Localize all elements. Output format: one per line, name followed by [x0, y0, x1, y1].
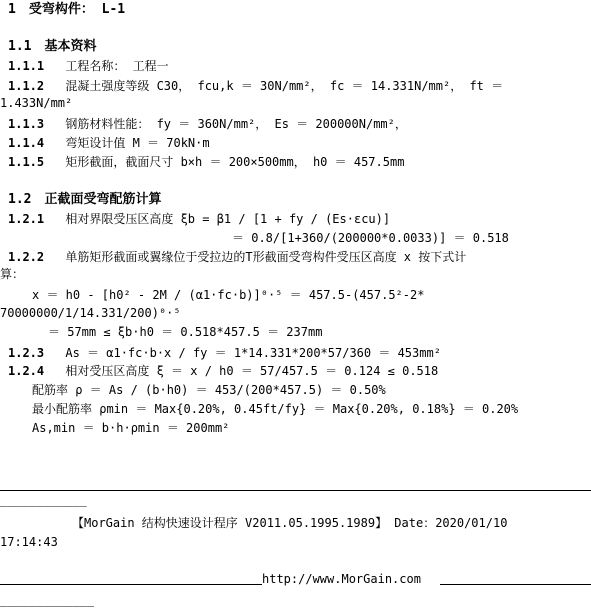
- item-number: 1.2.3: [8, 346, 45, 360]
- separator-line-left: [0, 584, 262, 585]
- compression-height-intro: 单筋矩形截面或翼缘位于受拉边的T形截面受弯构件受压区高度 x 按下式计: [65, 250, 467, 264]
- section-1-1-heading: 1.1 基本资料: [8, 39, 97, 54]
- moment-text: 弯矩设计值 M ＝ 70kN·m: [65, 136, 210, 150]
- item-1-1-1: [8, 58, 169, 74]
- item-1-2-4: [8, 363, 438, 379]
- item-1-2-2: [8, 249, 466, 265]
- min-reinforcement-ratio: 最小配筋率 ρmin ＝ Max{0.20%, 0.45ft/fy} ＝ Max{0.20%, 0.18%} ＝ 0.20%: [32, 402, 519, 416]
- section-size-text: 矩形截面，截面尺寸 b×h ＝ 200×500mm， h0 ＝ 457.5mm: [65, 155, 405, 169]
- item-1-2-1: [8, 211, 390, 227]
- item-1-1-3: [8, 116, 407, 132]
- item-number: 1.2.4: [8, 364, 45, 378]
- document-title: 1 受弯构件： L-1: [8, 2, 126, 17]
- separator-line-right: [440, 584, 591, 585]
- item-1-1-5: [8, 154, 404, 170]
- as-formula: As ＝ α1·fc·b·x / fy ＝ 1*14.331*200*57/360 ＝ 453mm²: [65, 346, 441, 360]
- xi-formula: 相对受压区高度 ξ ＝ x / h0 ＝ 57/457.5 ＝ 0.124 ≤ 0.518: [65, 364, 439, 378]
- item-1-2-3: [8, 345, 441, 361]
- item-number: 1.1.1: [8, 59, 45, 73]
- as-min: As,min ＝ b·h·ρmin ＝ 200mm²: [32, 421, 230, 435]
- separator-tail-top: ____________: [0, 493, 87, 507]
- separator-tail-bottom: _____________: [0, 593, 94, 607]
- item-number: 1.2.1: [8, 212, 45, 226]
- item-number: 1.1.2: [8, 79, 45, 93]
- item-number: 1.1.3: [8, 117, 45, 131]
- x-result: ＝ 57mm ≤ ξb·h0 ＝ 0.518*457.5 ＝ 237mm: [48, 325, 323, 339]
- concrete-ft-continuation: 1.433N/mm²: [0, 96, 73, 110]
- item-1-1-4: [8, 135, 210, 151]
- reinforcement-ratio: 配筋率 ρ ＝ As / (b·h0) ＝ 453/(200*457.5) ＝ 0.50%: [32, 383, 386, 397]
- compression-height-intro-cont: 算：: [0, 267, 25, 281]
- item-number: 1.1.4: [8, 136, 45, 150]
- program-time: 17:14:43: [0, 535, 58, 549]
- xi-b-result: ＝ 0.8/[1+360/(200000*0.0033)] ＝ 0.518: [232, 231, 509, 245]
- item-1-1-2: [8, 78, 503, 94]
- x-formula-line-2: 70000000/1/14.331/200)⁰·⁵: [0, 306, 181, 320]
- concrete-grade-text: 混凝土强度等级 C30， fcu,k ＝ 30N/mm²， fc ＝ 14.331N/mm²， ft ＝: [65, 79, 504, 93]
- website-link[interactable]: http://www.MorGain.com: [262, 572, 421, 586]
- program-info: 【MorGain 结构快速设计程序 V2011.05.1995.1989】 Date：2020/01/10: [72, 516, 508, 530]
- item-number: 1.1.5: [8, 155, 45, 169]
- separator-line-top: [0, 490, 591, 491]
- x-formula-line-1: x ＝ h0 - [h0² - 2M / (α1·fc·b)]⁰·⁵ ＝ 457.5-(457.5²-2*: [32, 288, 425, 302]
- item-number: 1.2.2: [8, 250, 45, 264]
- steel-properties-text: 钢筋材料性能： fy ＝ 360N/mm²， Es ＝ 200000N/mm²，: [65, 117, 407, 131]
- xi-b-formula: 相对界限受压区高度 ξb = β1 / [1 + fy / (Es·εcu)]: [65, 212, 391, 226]
- section-1-2-heading: 1.2 正截面受弯配筋计算: [8, 192, 162, 207]
- project-name-text: 工程名称： 工程一: [65, 59, 169, 73]
